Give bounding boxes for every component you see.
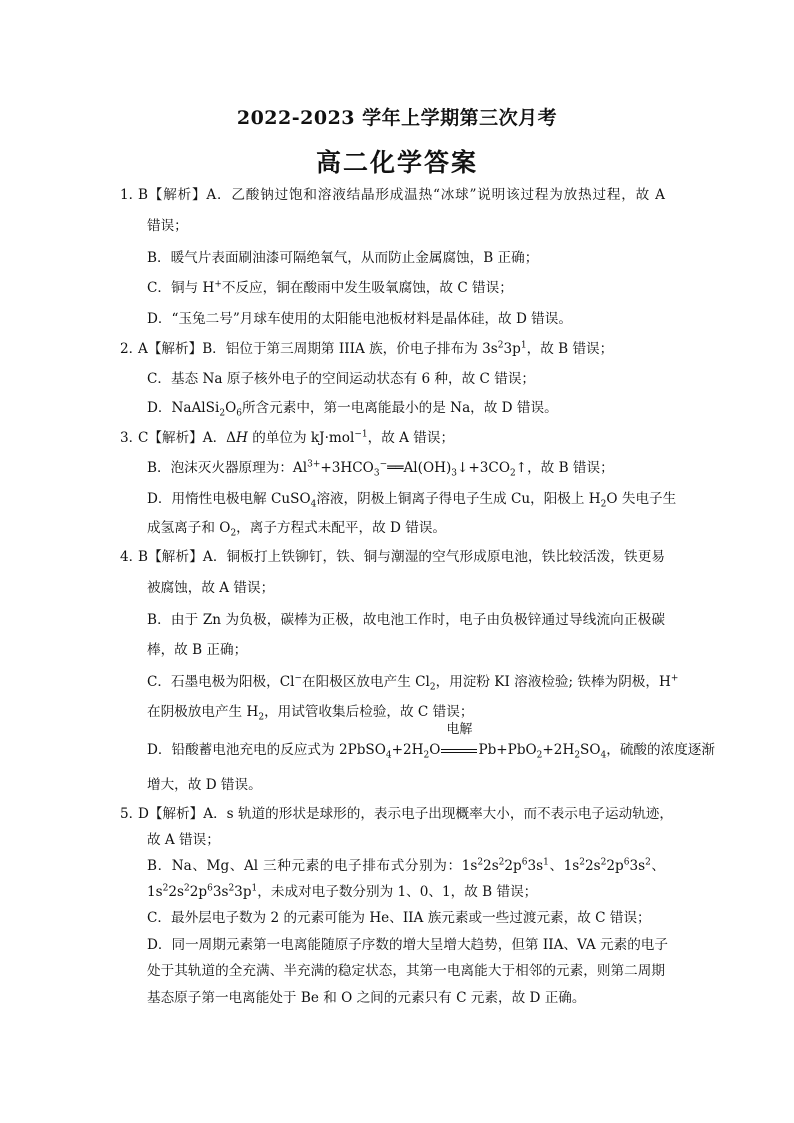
q1-line-3: B．暖气片表面刷油漆可隔绝氧气，从而防止金属腐蚀，B 正确；	[147, 250, 539, 266]
q3-line-3: D．用惰性电极电解 CuSO$_4$溶液，阴极上铜离子得电子生成 Cu，阳极上 $H_2O$ 失电子生	[147, 491, 677, 510]
q5-line-7: 处于其轨道的全充满、半充满的稳定状态，其第一电离能大于相邻的元素，则第二周期	[147, 963, 665, 979]
question-number-4: 4．	[120, 549, 143, 565]
question-number-2: 2．	[120, 341, 143, 357]
q1-line-2: 错误；	[147, 218, 188, 234]
q4-line-7: D．铅酸蓄电池充电的反应式为 $2PbSO_4+2H_2O$ 电解 $Pb+PbO_2+2H_2SO_4$，硫酸的浓度逐渐	[147, 722, 715, 761]
q4-line-2: 被腐蚀，故 A 错误；	[147, 580, 275, 596]
q5-line-5: C．最外层电子数为 2 的元素可能为 He、IIA 族元素或一些过渡元素，故 C 错误；	[147, 910, 651, 926]
q3-line-4: 成氢离子和 $O_2$，离子方程式未配平，故 D 错误。	[147, 520, 447, 539]
q2-line-1: A【解析】B．铝位于第三周期第 IIIA 族，价电子排布为 $3s^23p^1$，故 B 错误；	[138, 340, 614, 357]
q5-line-8: 基态原子第一电离能处于 Be 和 O 之间的元素只有 C 元素，故 D 正确。	[147, 990, 586, 1006]
q5-line-3: B．Na、Mg、Al 三种元素的电子排布式分别为：$1s^22s^22p^63s^1$、$1s^22s^22p^63s^2$、	[147, 857, 666, 874]
q4-line-1: B【解析】A．铜板打上铁铆钉，铁、铜与潮湿的空气形成原电池，铁比较活泼，铁更易	[138, 549, 665, 565]
q4-line-3: B．由于 Zn 为负极，碳棒为正极，故电池工作时，电子由负极锌通过导线流向正极碳	[147, 612, 665, 628]
q5-line-2: 故 A 错误；	[147, 832, 220, 848]
exam-title: 2022-2023 学年上学期第三次月考	[236, 107, 558, 129]
q2-line-2: C．基态 Na 原子核外电子的空间运动状态有 6 种，故 C 错误；	[147, 371, 536, 387]
question-number-5: 5．	[120, 806, 143, 822]
q3-line-2: B．泡沫灭火器原理为：$Al^{3+}+3HCO_3^-══Al(OH)_3↓+3CO_2↑$，故 B 错误；	[147, 459, 614, 479]
q1-line-1: B【解析】A．乙酸钠过饱和溶液结晶形成温热“冰球”说明该过程为放热过程，故 A	[138, 187, 665, 203]
question-number-1: 1．	[120, 187, 143, 203]
q4-line-8: 增大，故 D 错误。	[147, 777, 262, 793]
question-number-3: 3．	[120, 430, 143, 446]
q5-line-4: $1s^22s^22p^63s^23p^1$，未成对电子数分别为 1、0、1，故 B 错误；	[147, 883, 538, 900]
electrolysis-arrow	[440, 722, 478, 760]
q4-line-6: 在阴极放电产生 $H_2$，用试管收集后检验，故 C 错误；	[147, 704, 474, 723]
answer-key-title: 高二化学答案	[315, 148, 478, 177]
q5-line-1: D【解析】A．s 轨道的形状是球形的，表示电子出现概率大小，而不表示电子运动轨迹，	[138, 806, 673, 822]
q5-line-6: D．同一周期元素第一电离能随原子序数的增大呈增大趋势，但第 IIA、VA 元素的电子	[147, 937, 668, 953]
q3-line-1: C【解析】A．ΔH 的单位为 kJ·mol$^{-1}$，故 A 错误；	[138, 429, 455, 446]
electrolysis-label: 电解	[446, 722, 473, 737]
q1-line-4: C．铜与 H+不反应，铜在酸雨中发生吸氧腐蚀，故 C 错误；	[147, 279, 513, 296]
q4-line-5: C．石墨电极为阳极，Cl−在阳极区放电产生 $Cl_2$，用淀粉 KI 溶液检验; 铁棒为阴极，H+	[147, 673, 679, 693]
q4-line-4: 棒，故 B 正确；	[147, 642, 248, 658]
q2-line-3: D．$NaAlSi_2O_6$所含元素中，第一电离能最小的是 Na，故 D 错误。	[147, 400, 558, 419]
q1-line-5: D．“玉兔二号”月球车使用的太阳能电池板材料是晶体硅，故 D 错误。	[147, 311, 572, 327]
